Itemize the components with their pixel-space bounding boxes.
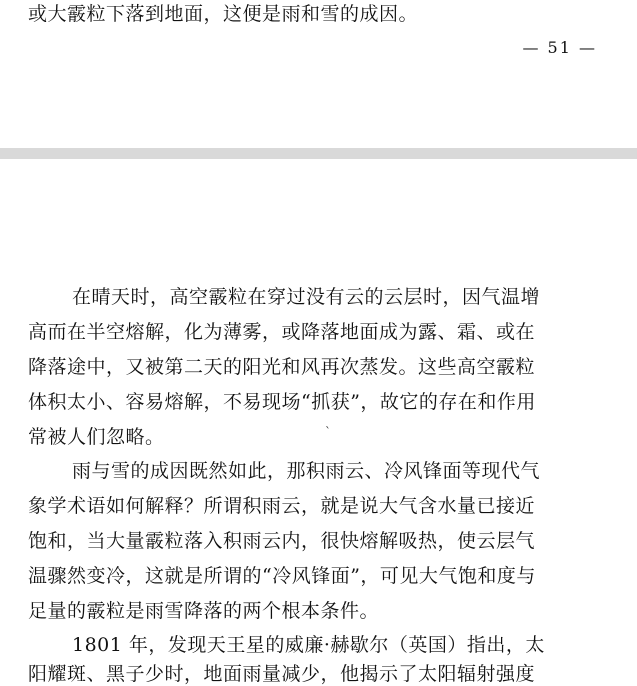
paragraph-2-line-4: 温骤然变冷，这就是所谓的“冷风锋面”，可见大气饱和度与 <box>28 565 536 587</box>
page-number: — 51 — <box>522 38 597 57</box>
stray-mark: ` <box>325 425 331 439</box>
paragraph-1-line-1: 在晴天时，高空霰粒在穿过没有云的云层时，因气温增 <box>72 286 541 308</box>
paragraph-2-line-1: 雨与雪的成因既然如此，那积雨云、冷风锋面等现代气 <box>72 460 541 482</box>
paragraph-1-line-5: 常被人们忽略。 <box>28 426 165 448</box>
paragraph-3-line-2: 阳耀斑、黑子少时，地面雨量减少，他揭示了太阳辐射强度 <box>28 663 536 685</box>
page-divider <box>0 148 637 159</box>
paragraph-1-line-4: 体积太小、容易熔解，不易现场“抓获”，故它的存在和作用 <box>28 391 536 413</box>
paragraph-2-line-3: 饱和，当大量霰粒落入积雨云内，很快熔解吸热，使云层气 <box>28 530 536 552</box>
paragraph-3-line-1: 1801 年，发现天王星的威廉·赫歇尔（英国）指出，太 <box>72 634 545 656</box>
paragraph-2-line-5: 足量的霰粒是雨雪降落的两个根本条件。 <box>28 600 380 622</box>
paragraph-1-line-3: 降落途中，又被第二天的阳光和风再次蒸发。这些高空霰粒 <box>28 356 536 378</box>
paragraph-2-line-2: 象学术语如何解释？所谓积雨云，就是说大气含水量已接近 <box>28 495 536 517</box>
text-line: 或大霰粒下落到地面，这便是雨和雪的成因。 <box>28 3 419 25</box>
paragraph-1-line-2: 高而在半空熔解，化为薄雾，或降落地面成为露、霜、或在 <box>28 321 536 343</box>
previous-page <box>0 0 637 148</box>
